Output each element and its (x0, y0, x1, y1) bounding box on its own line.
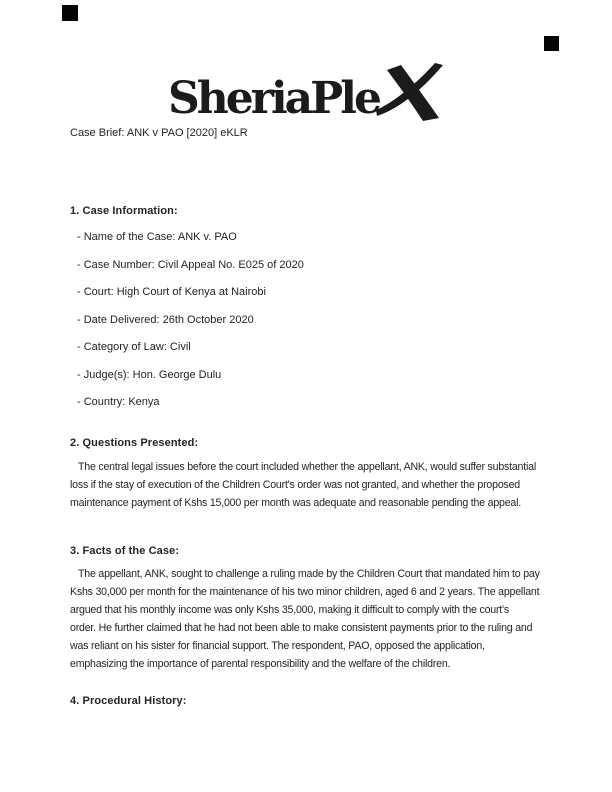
list-item-judges: - Judge(s): Hon. George Dulu (77, 368, 222, 381)
paragraph-line: order. He further claimed that he had not been able to make consistent payments prior to the ruling and (70, 622, 533, 635)
logo-x-swoosh-icon (376, 63, 444, 121)
case-information-list (77, 224, 304, 417)
facts-of-case-paragraph (70, 565, 540, 674)
list-item-case-name: - Name of the Case: ANK v. PAO (77, 231, 237, 243)
section-heading-procedural-history: 4. Procedural History: (70, 695, 187, 707)
paragraph-line: emphasizing the importance of parental responsibility and the welfare of the children. (70, 658, 451, 671)
section-heading-case-information: 1. Case Information: (70, 205, 178, 217)
paragraph-line: maintenance payment of Kshs 15,000 per month was adequate and reasonable pending the appeal. (70, 497, 522, 510)
paragraph-line: Kshs 30,000 per month for the maintenance of his two minor children, aged 6 and 2 years. The appellant (70, 586, 540, 599)
paragraph-line: The appellant, ANK, sought to challenge a ruling made by the Children Court that mandated him to pay (78, 568, 540, 580)
section-heading-facts-of-case: 3. Facts of the Case: (70, 545, 180, 557)
paragraph-line: argued that his monthly income was only Kshs 35,000, making it difficult to comply with the court's (70, 604, 509, 617)
list-item-court: - Court: High Court of Kenya at Nairobi (77, 286, 266, 298)
section-heading-questions-presented: 2. Questions Presented: (70, 437, 199, 449)
list-item-case-number: - Case Number: Civil Appeal No. E025 of 2020 (77, 258, 304, 271)
scan-mark-top-left (62, 5, 78, 21)
questions-presented-paragraph (70, 458, 536, 512)
logo-wordmark: SheriaPle (168, 73, 379, 124)
scan-mark-right (544, 36, 559, 51)
paragraph-line: was reliant on his sister for financial support. The respondent, PAO, opposed the application, (70, 640, 485, 653)
list-item-country: - Country: Kenya (77, 396, 160, 408)
paragraph-line: loss if the stay of execution of the Children Court's order was not granted, and whether the proposed (70, 479, 520, 492)
sheriaplex-logo (0, 57, 612, 124)
paragraph-line: The central legal issues before the court included whether the appellant, ANK, would suffer substantial (78, 461, 536, 473)
list-item-category: - Category of Law: Civil (77, 341, 191, 353)
document-title: Case Brief: ANK v PAO [2020] eKLR (70, 127, 248, 139)
list-item-date-delivered: - Date Delivered: 26th October 2020 (77, 313, 254, 326)
